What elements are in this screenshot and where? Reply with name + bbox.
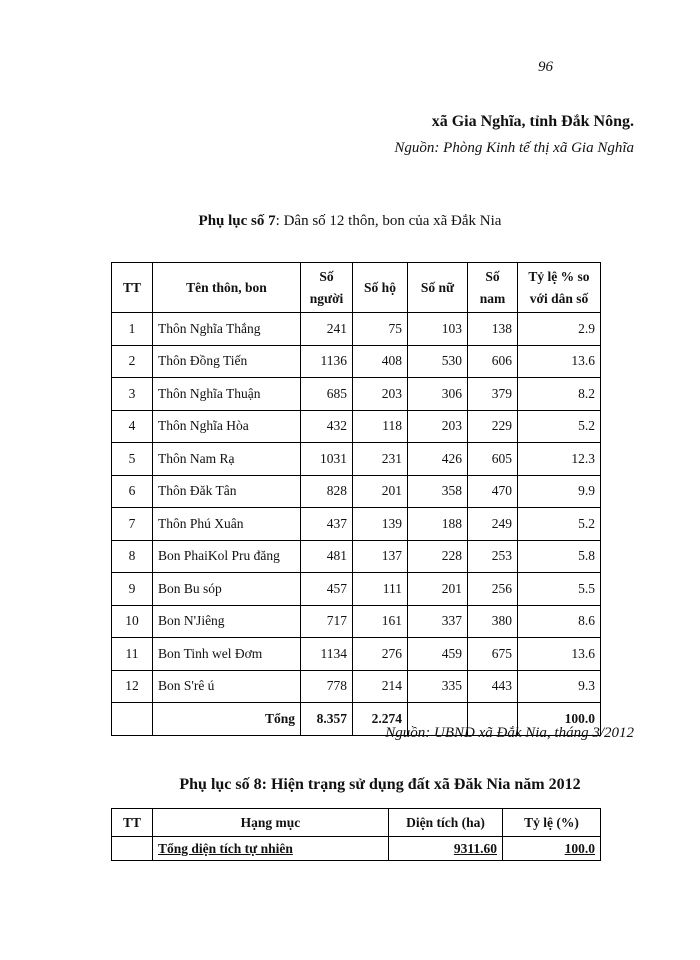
table-row xyxy=(112,508,601,541)
total-tt-cell xyxy=(112,703,153,736)
source-note-bottom: Nguồn: UBND xã Đắk Nia, tháng 3/2012 xyxy=(385,725,634,741)
cell-male: 380 xyxy=(468,605,518,638)
cell-tt: 9 xyxy=(112,573,153,606)
cell-female: 335 xyxy=(408,670,468,703)
cell-ratio: 5.8 xyxy=(518,540,601,573)
cell-people: 457 xyxy=(301,573,353,606)
cell-tt: 12 xyxy=(112,670,153,703)
table8-header-row xyxy=(112,809,601,837)
cell-name: Thôn Phú Xuân xyxy=(153,508,301,541)
cell-tt: 8 xyxy=(112,540,153,573)
cell-name: Bon Bu sóp xyxy=(153,573,301,606)
cell-female: 358 xyxy=(408,475,468,508)
cell-households: 118 xyxy=(353,410,408,443)
total-ratio: 100.0 xyxy=(518,703,601,736)
cell-ratio: 13.6 xyxy=(518,638,601,671)
table-row xyxy=(112,475,601,508)
cell-female: 188 xyxy=(408,508,468,541)
cell-name: Bon S'rê ú xyxy=(153,670,301,703)
cell-tt: 4 xyxy=(112,410,153,443)
cell-tt: 7 xyxy=(112,508,153,541)
table-row xyxy=(112,670,601,703)
cell-ratio: 13.6 xyxy=(518,345,601,378)
col-header-ratio: Tỷ lệ % so với dân số xyxy=(518,263,601,313)
cell-people: 437 xyxy=(301,508,353,541)
cell-households: 75 xyxy=(353,313,408,346)
cell-households: 203 xyxy=(353,378,408,411)
table-row xyxy=(112,605,601,638)
table-row xyxy=(112,443,601,476)
table-row xyxy=(112,378,601,411)
col-header-female: Số nữ xyxy=(408,263,468,313)
t8-row-ratio: 100.0 xyxy=(564,840,595,856)
t8-header-item: Hạng mục xyxy=(153,809,389,837)
cell-ratio: 8.6 xyxy=(518,605,601,638)
cell-tt: 2 xyxy=(112,345,153,378)
cell-tt: 10 xyxy=(112,605,153,638)
cell-tt: 11 xyxy=(112,638,153,671)
table7-caption xyxy=(0,213,700,230)
cell-male: 253 xyxy=(468,540,518,573)
cell-ratio: 12.3 xyxy=(518,443,601,476)
cell-female: 103 xyxy=(408,313,468,346)
cell-tt: 1 xyxy=(112,313,153,346)
table7-header-row xyxy=(112,263,601,313)
cell-female: 306 xyxy=(408,378,468,411)
col-header-name: Tên thôn, bon xyxy=(153,263,301,313)
cell-male: 605 xyxy=(468,443,518,476)
total-households: 2.274 xyxy=(353,703,408,736)
t8-header-ratio: Tỷ lệ (%) xyxy=(503,809,601,837)
cell-male: 470 xyxy=(468,475,518,508)
cell-households: 231 xyxy=(353,443,408,476)
cell-people: 717 xyxy=(301,605,353,638)
cell-male: 606 xyxy=(468,345,518,378)
cell-male: 138 xyxy=(468,313,518,346)
cell-households: 139 xyxy=(353,508,408,541)
table-row xyxy=(112,410,601,443)
cell-male: 256 xyxy=(468,573,518,606)
t8-row-area: 9311.60 xyxy=(453,840,497,856)
table-row xyxy=(112,638,601,671)
table7-body xyxy=(112,313,601,703)
cell-name: Bon N'Jiêng xyxy=(153,605,301,638)
table8-row xyxy=(112,837,601,861)
table-row xyxy=(112,573,601,606)
cell-name: Thôn Nam Rạ xyxy=(153,443,301,476)
source-note-top: Nguồn: Phòng Kinh tế thị xã Gia Nghĩa xyxy=(394,140,634,156)
cell-households: 214 xyxy=(353,670,408,703)
col-header-tt: TT xyxy=(112,263,153,313)
cell-people: 685 xyxy=(301,378,353,411)
cell-male: 675 xyxy=(468,638,518,671)
cell-name: Thôn Nghĩa Hòa xyxy=(153,410,301,443)
cell-ratio: 5.2 xyxy=(518,410,601,443)
cell-female: 203 xyxy=(408,410,468,443)
cell-ratio: 9.9 xyxy=(518,475,601,508)
cell-people: 1136 xyxy=(301,345,353,378)
t8-row-tt xyxy=(112,837,153,861)
cell-male: 229 xyxy=(468,410,518,443)
cell-people: 828 xyxy=(301,475,353,508)
table-row xyxy=(112,313,601,346)
cell-name: Thôn Nghĩa Thuận xyxy=(153,378,301,411)
table-row xyxy=(112,540,601,573)
cell-female: 426 xyxy=(408,443,468,476)
cell-female: 459 xyxy=(408,638,468,671)
cell-name: Bon PhaiKol Pru đăng xyxy=(153,540,301,573)
cell-male: 443 xyxy=(468,670,518,703)
table8-caption-bold: Phụ lục số 8 xyxy=(179,776,262,793)
cell-households: 137 xyxy=(353,540,408,573)
cell-name: Bon Tinh wel Đơm xyxy=(153,638,301,671)
cell-female: 337 xyxy=(408,605,468,638)
cell-ratio: 8.2 xyxy=(518,378,601,411)
table8-caption xyxy=(0,776,700,794)
cell-people: 778 xyxy=(301,670,353,703)
cell-ratio: 5.5 xyxy=(518,573,601,606)
table7-caption-rest: : Dân số 12 thôn, bon của xã Đắk Nia xyxy=(275,213,502,229)
col-header-households: Số hộ xyxy=(353,263,408,313)
cell-people: 1031 xyxy=(301,443,353,476)
t8-header-area: Diện tích (ha) xyxy=(389,809,503,837)
cell-name: Thôn Đăk Tân xyxy=(153,475,301,508)
t8-header-tt: TT xyxy=(112,809,153,837)
cell-male: 249 xyxy=(468,508,518,541)
cell-name: Thôn Nghĩa Thắng xyxy=(153,313,301,346)
cell-female: 228 xyxy=(408,540,468,573)
cell-tt: 5 xyxy=(112,443,153,476)
cell-households: 408 xyxy=(353,345,408,378)
t8-row-item: Tổng diện tích tự nhiên xyxy=(158,840,293,856)
cell-people: 1134 xyxy=(301,638,353,671)
cell-ratio: 5.2 xyxy=(518,508,601,541)
col-header-people: Số người xyxy=(301,263,353,313)
table8-caption-rest: : Hiện trạng sử dụng đất xã Đăk Nia năm 2012 xyxy=(261,776,581,793)
table7-caption-bold: Phụ lục số 7 xyxy=(198,213,276,229)
land-use-table xyxy=(111,808,601,861)
cell-people: 241 xyxy=(301,313,353,346)
page-number: 96 xyxy=(538,59,553,75)
cell-households: 201 xyxy=(353,475,408,508)
cell-households: 111 xyxy=(353,573,408,606)
total-label: Tổng xyxy=(153,703,301,736)
cell-female: 201 xyxy=(408,573,468,606)
cell-ratio: 9.3 xyxy=(518,670,601,703)
cell-tt: 3 xyxy=(112,378,153,411)
cell-people: 481 xyxy=(301,540,353,573)
cell-tt: 6 xyxy=(112,475,153,508)
cell-ratio: 2.9 xyxy=(518,313,601,346)
cell-male: 379 xyxy=(468,378,518,411)
total-people: 8.357 xyxy=(301,703,353,736)
cell-households: 161 xyxy=(353,605,408,638)
cell-households: 276 xyxy=(353,638,408,671)
population-table xyxy=(111,262,601,736)
cell-name: Thôn Đồng Tiến xyxy=(153,345,301,378)
table-row xyxy=(112,345,601,378)
cell-female: 530 xyxy=(408,345,468,378)
cell-people: 432 xyxy=(301,410,353,443)
heading-location: xã Gia Nghĩa, tỉnh Đắk Nông. xyxy=(431,113,634,130)
col-header-male: Số nam xyxy=(468,263,518,313)
